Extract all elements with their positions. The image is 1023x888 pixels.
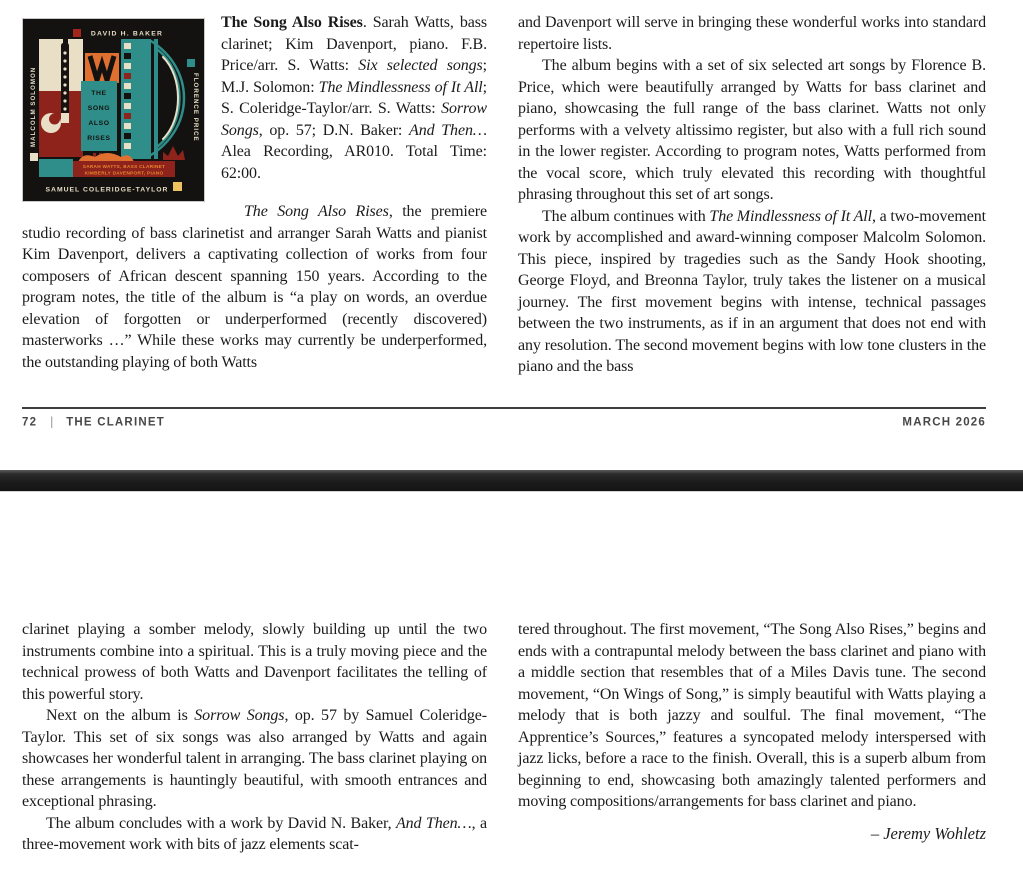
cover-teal-square — [187, 59, 195, 67]
cover-yellow-square — [173, 182, 182, 191]
cover-title-line: SONG — [87, 105, 111, 112]
album-cover-art — [22, 18, 205, 202]
cover-credit-line1: SARAH WATTS, BASS CLARINET — [82, 164, 166, 169]
review-paragraph: tered throughout. The first movement, “The Song Also Rises,” begins and ends with a contrapuntal melody between the bass clarinet and piano with a middle section that resembles that of a Miles Davis tune. The second movement, “On Wings of Song,” is simply beautiful with Watts playing a melody that is both jazzy and soulful. The final movement, “The Apprentice’s Sources,” features a syncopated melody interspersed with jazz licks, before a race to the finish. Overall, this is a superb album from beginning to end, showcasing both amazingly talented performers and moving compositions/arrangements for bass clarinet and piano. — [518, 621, 986, 810]
cover-bead-strip — [121, 39, 158, 159]
page2-left-column — [22, 619, 487, 856]
cover-crown-motif — [85, 53, 119, 83]
page1-left-column — [22, 201, 487, 373]
review-paragraph: clarinet playing a somber melody, slowly building up until the two instruments combine into a spiritual. This is a truly moving piece and the technical prowess of both Watts and Davenport facilitates the telling of this powerful story. — [22, 621, 487, 703]
cover-artist-top-label: DAVID H. BAKER — [90, 30, 164, 38]
footer-issue-date: MARCH 2026 — [902, 416, 986, 429]
page-gutter-band — [0, 470, 1023, 492]
cover-artist-left-label: MALCOLM SOLOMON — [30, 66, 37, 147]
cover-credit-box — [73, 161, 175, 177]
magazine-title: THE CLARINET — [66, 416, 165, 429]
page1-right-column — [518, 12, 986, 378]
footer-separator: | — [50, 416, 54, 429]
review-paragraph: Next on the album is Sorrow Songs, op. 57 by Samuel Coleridge-Taylor. This set of six songs was also arranged by Watts and again showcases her wonderful talent in arranging. The bass clarinet playing on these arrangements is hauntingly beautiful, with smooth entrances and exceptional phrasing. — [22, 707, 488, 810]
footer-rule — [22, 407, 986, 409]
review-paragraph: The album begins with a set of six selected art songs by Florence B. Price, which were beautifully arranged by Watts for bass clarinet and piano, showcasing the full range of the bass clarinet. Watts not only performs with a velvety altissimo register, but also with a full rich sound in the lower register. According to program notes, Watts performed from the vocal score, which truly elevated this recording with thoughtful phrasing throughout this set of art songs. — [518, 57, 986, 203]
cover-teal-strip-bottom — [39, 159, 73, 177]
album-citation: The Song Also Rises. Sarah Watts, bass clarinet; Kim Davenport, piano. F.B. Price/arr. S. Watts: Six selected songs; M.J. Solomon: The Mindlessness of It All; S. Coleridge-Taylor/arr. S. Watts: Sorrow Songs, op. 57; D.N. Baker: And Then… Alea Recording, AR010. Total Time: 62:00. — [221, 14, 488, 182]
cover-title-block — [81, 81, 117, 151]
cover-artist-bottom-label: SAMUEL COLERIDGE-TAYLOR — [45, 186, 169, 194]
footer-left — [22, 416, 165, 429]
review-paragraph: The Song Also Rises, the premiere studio recording of bass clarinetist and arranger Sarah Watts and pianist Kim Davenport, delivers a captivating collection of works from four composers of African descent spanning 150 years. According to the program notes, the title of the album is “a play on words, an overdue elevation of forgotten or underperformed (recently discovered) masterworks …” While these works may currently be underperformed, the outstanding playing of both Watts — [22, 203, 487, 371]
cover-credit-line2: KIMBERLY DAVENPORT, PIANO — [84, 170, 164, 176]
cover-red-square — [73, 29, 81, 37]
reviewer-signature: – Jeremy Wohletz — [870, 823, 986, 843]
review-paragraph: The album continues with The Mindlessness of It All, a two-movement work by accomplished and award-winning composer Malcolm Solomon. This piece, inspired by tragedies such as the Sandy Hook shooting, George Floyd, and Breonna Taylor, truly takes the listener on a musical journey. The first movement begins with intense, technical passages between the two instruments, as if in an argument that does not end with any resolution. The second movement begins with low tone clusters in the piano and the bass — [518, 207, 986, 375]
cover-title-line: RISES — [87, 135, 111, 142]
cover-cream-square — [30, 153, 38, 161]
review-paragraph: The album concludes with a work by David N. Baker, And Then…, a three-movement work with bits of jazz elements scat- — [22, 814, 487, 853]
page-number: 72 — [22, 416, 38, 429]
cover-artist-right-label: FLORENCE PRICE — [192, 73, 199, 142]
review-paragraph: and Davenport will serve in bringing these wonderful works into standard repertoire lists. — [518, 14, 986, 53]
cover-title-line: ALSO — [88, 120, 110, 127]
page2-right-column — [518, 619, 986, 844]
cover-title-line: THE — [91, 90, 107, 97]
